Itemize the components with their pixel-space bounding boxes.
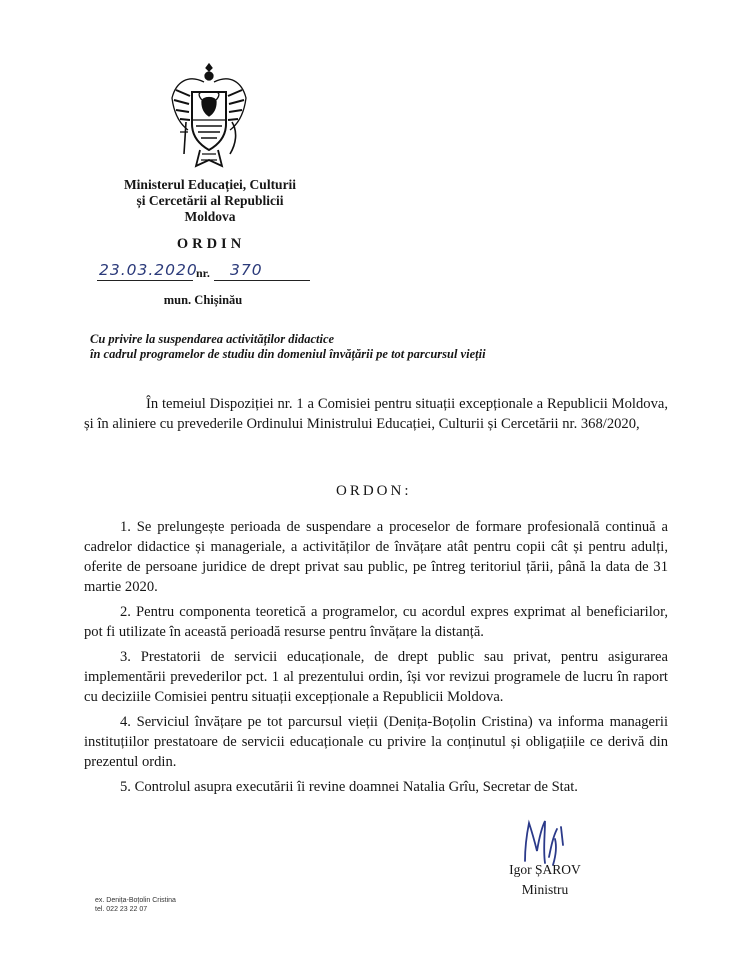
- order-item-5: 5. Controlul asupra executării îi revine doamnei Natalia Grîu, Secretar de Stat.: [120, 779, 578, 795]
- ordon-heading: ORDON:: [336, 483, 412, 499]
- subject-line-1: Cu privire la suspendarea activităților didactice: [90, 332, 335, 346]
- signatory-block: [490, 860, 600, 900]
- place-of-issue: mun. Chișinău: [163, 293, 243, 307]
- document-title: ORDIN: [176, 236, 246, 252]
- ministry-name: [110, 177, 310, 225]
- subject-line-2: în cadrul programelor de studiu din domeniul învățării pe tot parcursul vieții: [90, 347, 486, 361]
- signatory-title: Ministru: [521, 882, 569, 897]
- order-number: 370: [230, 261, 263, 279]
- ministry-line-2: și Cercetării al Republicii Moldova: [136, 193, 284, 224]
- order-date: 23.03.2020: [99, 261, 198, 279]
- signatory-name: Igor ȘAROV: [509, 862, 581, 877]
- order-subject: [90, 332, 560, 362]
- order-item-1: 1. Se prelungește perioada de suspendare a proceselor de formare profesională continuă a cadrelor didactice și manageriale, a activităților de învățare atât pentru copii cât și pentru adulți, oferite de persoane juridice de drept privat sau public, pe întreg teritoriul țării, până la data de 31 martie 2020.: [84, 519, 668, 595]
- executor-phone: tel. 022 23 22 07: [95, 906, 148, 913]
- footer-note: [95, 896, 176, 914]
- intro-paragraph: În temeiul Dispoziției nr. 1 a Comisiei pentru situații excepționale a Republicii Moldova, și în aliniere cu prevederile Ordinului Ministrului Educației, Culturii și Cercetării nr. 368/2020,: [84, 396, 668, 432]
- number-field: [214, 258, 310, 281]
- number-label: nr.: [196, 266, 210, 280]
- executor-name: ex. Denița-Boțolin Cristina: [95, 897, 176, 904]
- order-items: [84, 517, 668, 802]
- order-item-4: 4. Serviciul învățare pe tot parcursul vieții (Denița-Boțolin Cristina) va informa managerii instituțiilor prestatoare de servicii educaționale cu privire la conținutul și obligațiile ce derivă din prezentul ordin.: [84, 714, 668, 770]
- order-item-2: 2. Pentru componenta teoretică a programelor, cu acordul expres exprimat al beneficiarilor, pot fi utilizate în această perioadă resurse pentru învățare la distanță.: [84, 604, 668, 640]
- order-item-3: 3. Prestatorii de servicii educaționale, de drept public sau privat, pentru asigurarea implementării prevederilor pct. 1 al prezentului ordin, își vor revizui programele de lucru în raport cu deciziile Comisiei pentru situații excepționale a Republicii Moldova.: [84, 649, 668, 705]
- coat-of-arms-icon: [166, 62, 252, 172]
- ministry-line-1: Ministerul Educației, Culturii: [123, 177, 297, 192]
- date-field: [97, 258, 198, 281]
